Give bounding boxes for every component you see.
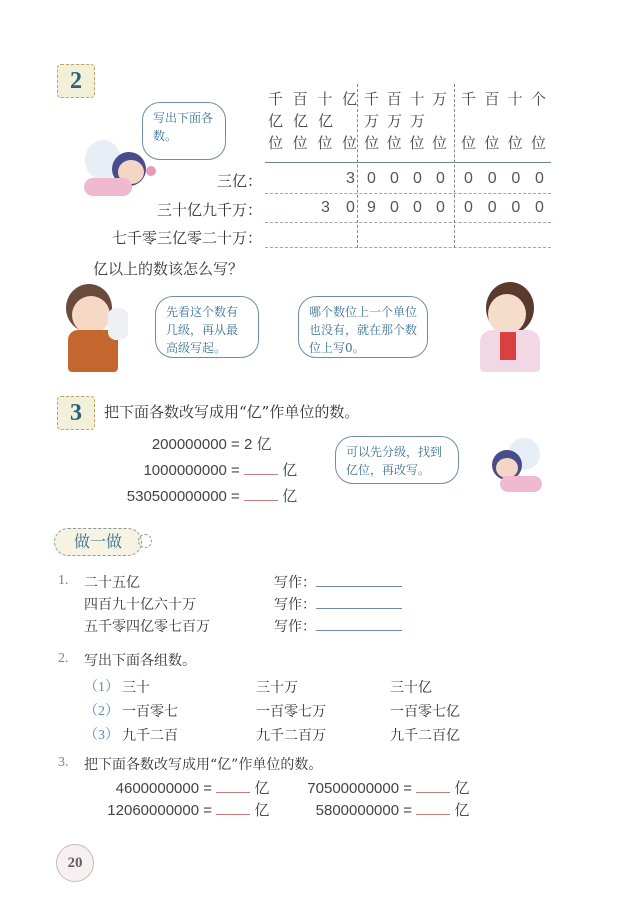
answer-blank[interactable] — [244, 460, 278, 475]
q3-grid — [84, 778, 494, 822]
table-row: 3 — [346, 170, 355, 187]
q2-instruction: 写出下面各组数。 — [84, 653, 196, 669]
example-2-badge: 2 — [57, 64, 95, 98]
angel-hint-bubble — [335, 436, 459, 484]
list-item: 四百九十亿六十万 写作： — [84, 594, 424, 616]
q2-grid — [84, 676, 504, 748]
girl-scarf-icon — [500, 332, 516, 360]
boy-face-icon — [72, 296, 110, 334]
list-item: 12060000000 = 亿 5800000000 = 亿 — [107, 802, 470, 819]
answer-line[interactable] — [316, 572, 402, 587]
boy-speech-bubble — [155, 296, 259, 358]
girl-face-icon — [488, 294, 526, 334]
girl-speech-bubble — [298, 296, 428, 358]
table-row: 9 0 0 0 — [367, 199, 445, 216]
girl-bubble-text: 哪个数位上一个单位也没有，就在那个数位上写0。 — [309, 305, 418, 355]
table-header-wan-group: 千 百 十 万 万 万 万 位 位 位 位 — [364, 90, 448, 152]
table-group-separator — [454, 84, 455, 248]
answer-line[interactable] — [316, 594, 402, 609]
practice-title-tail-icon — [138, 534, 152, 548]
q2-number: 2. — [58, 651, 69, 666]
q3-instruction: 把下面各数改写成用“亿”作单位的数。 — [84, 757, 323, 773]
table-group-separator — [357, 84, 358, 248]
row-label-3: 七千零三亿零二十万： — [111, 229, 262, 247]
angel-body-icon — [500, 476, 542, 492]
answer-blank[interactable] — [244, 486, 278, 501]
example-3-instruction: 把下面各数改写成用“亿”作单位的数。 — [104, 403, 360, 421]
example-3-badge: 3 — [57, 396, 95, 430]
page-number: 20 — [56, 844, 94, 882]
q1-list — [84, 572, 424, 638]
list-item: 4600000000 = 亿 70500000000 = 亿 — [115, 780, 470, 797]
boy-bubble-text: 先看这个数有几级，再从最高级写起。 — [166, 305, 239, 355]
row-label-2: 三十亿九千万： — [156, 201, 262, 219]
table-header-yi-group: 千 百 十 亿 亿 亿 亿 位 位 位 位 — [268, 90, 358, 152]
angel-speech-bubble — [142, 102, 226, 160]
answer-blank[interactable] — [416, 800, 450, 815]
list-item: 五千零四亿零七百万 写作： — [84, 616, 424, 638]
practice-title: 做一做 — [54, 528, 142, 556]
angel-face-icon — [496, 458, 518, 478]
row-label-1: 三亿： — [216, 172, 262, 190]
angel-bubble-text: 写出下面各数。 — [153, 111, 214, 143]
table-header-ge-group: 千 百 十 个 位 位 位 位 — [461, 90, 547, 152]
q3-number: 3. — [58, 755, 69, 770]
list-item: 1000000000 = 亿 — [143, 462, 298, 479]
table-row-line — [265, 193, 551, 194]
answer-line[interactable] — [316, 616, 402, 631]
example-3-list — [100, 432, 300, 510]
table-row: 0 0 0 0 — [367, 170, 445, 187]
boy-arm-icon — [108, 308, 128, 340]
table-row: 3 0 — [321, 199, 355, 216]
list-item: （3） 九千二百 九千二百万 九千二百亿 — [84, 728, 460, 744]
list-item: 530500000000 = 亿 — [126, 488, 298, 505]
table-row: 0 0 0 0 — [464, 199, 544, 216]
answer-blank[interactable] — [216, 800, 250, 815]
table-row: 0 0 0 0 — [464, 170, 544, 187]
question-text: 亿以上的数该怎么写？ — [93, 260, 244, 278]
angel-hint-text: 可以先分级，找到亿位，再改写。 — [346, 445, 443, 477]
table-row-line — [265, 247, 551, 248]
list-item: （1） 三十 三十万 三十亿 — [84, 680, 432, 696]
q1-number: 1. — [58, 573, 69, 588]
list-item: 二十五亿 写作： — [84, 572, 424, 594]
list-item: 200000000 = 2 亿 — [151, 436, 272, 453]
list-item: （2） 一百零七 一百零七万 一百零七亿 — [84, 704, 460, 720]
answer-blank[interactable] — [216, 778, 250, 793]
table-row-line — [265, 222, 551, 223]
angel-body-icon — [84, 178, 132, 196]
table-header-divider — [265, 162, 551, 163]
answer-blank[interactable] — [416, 778, 450, 793]
